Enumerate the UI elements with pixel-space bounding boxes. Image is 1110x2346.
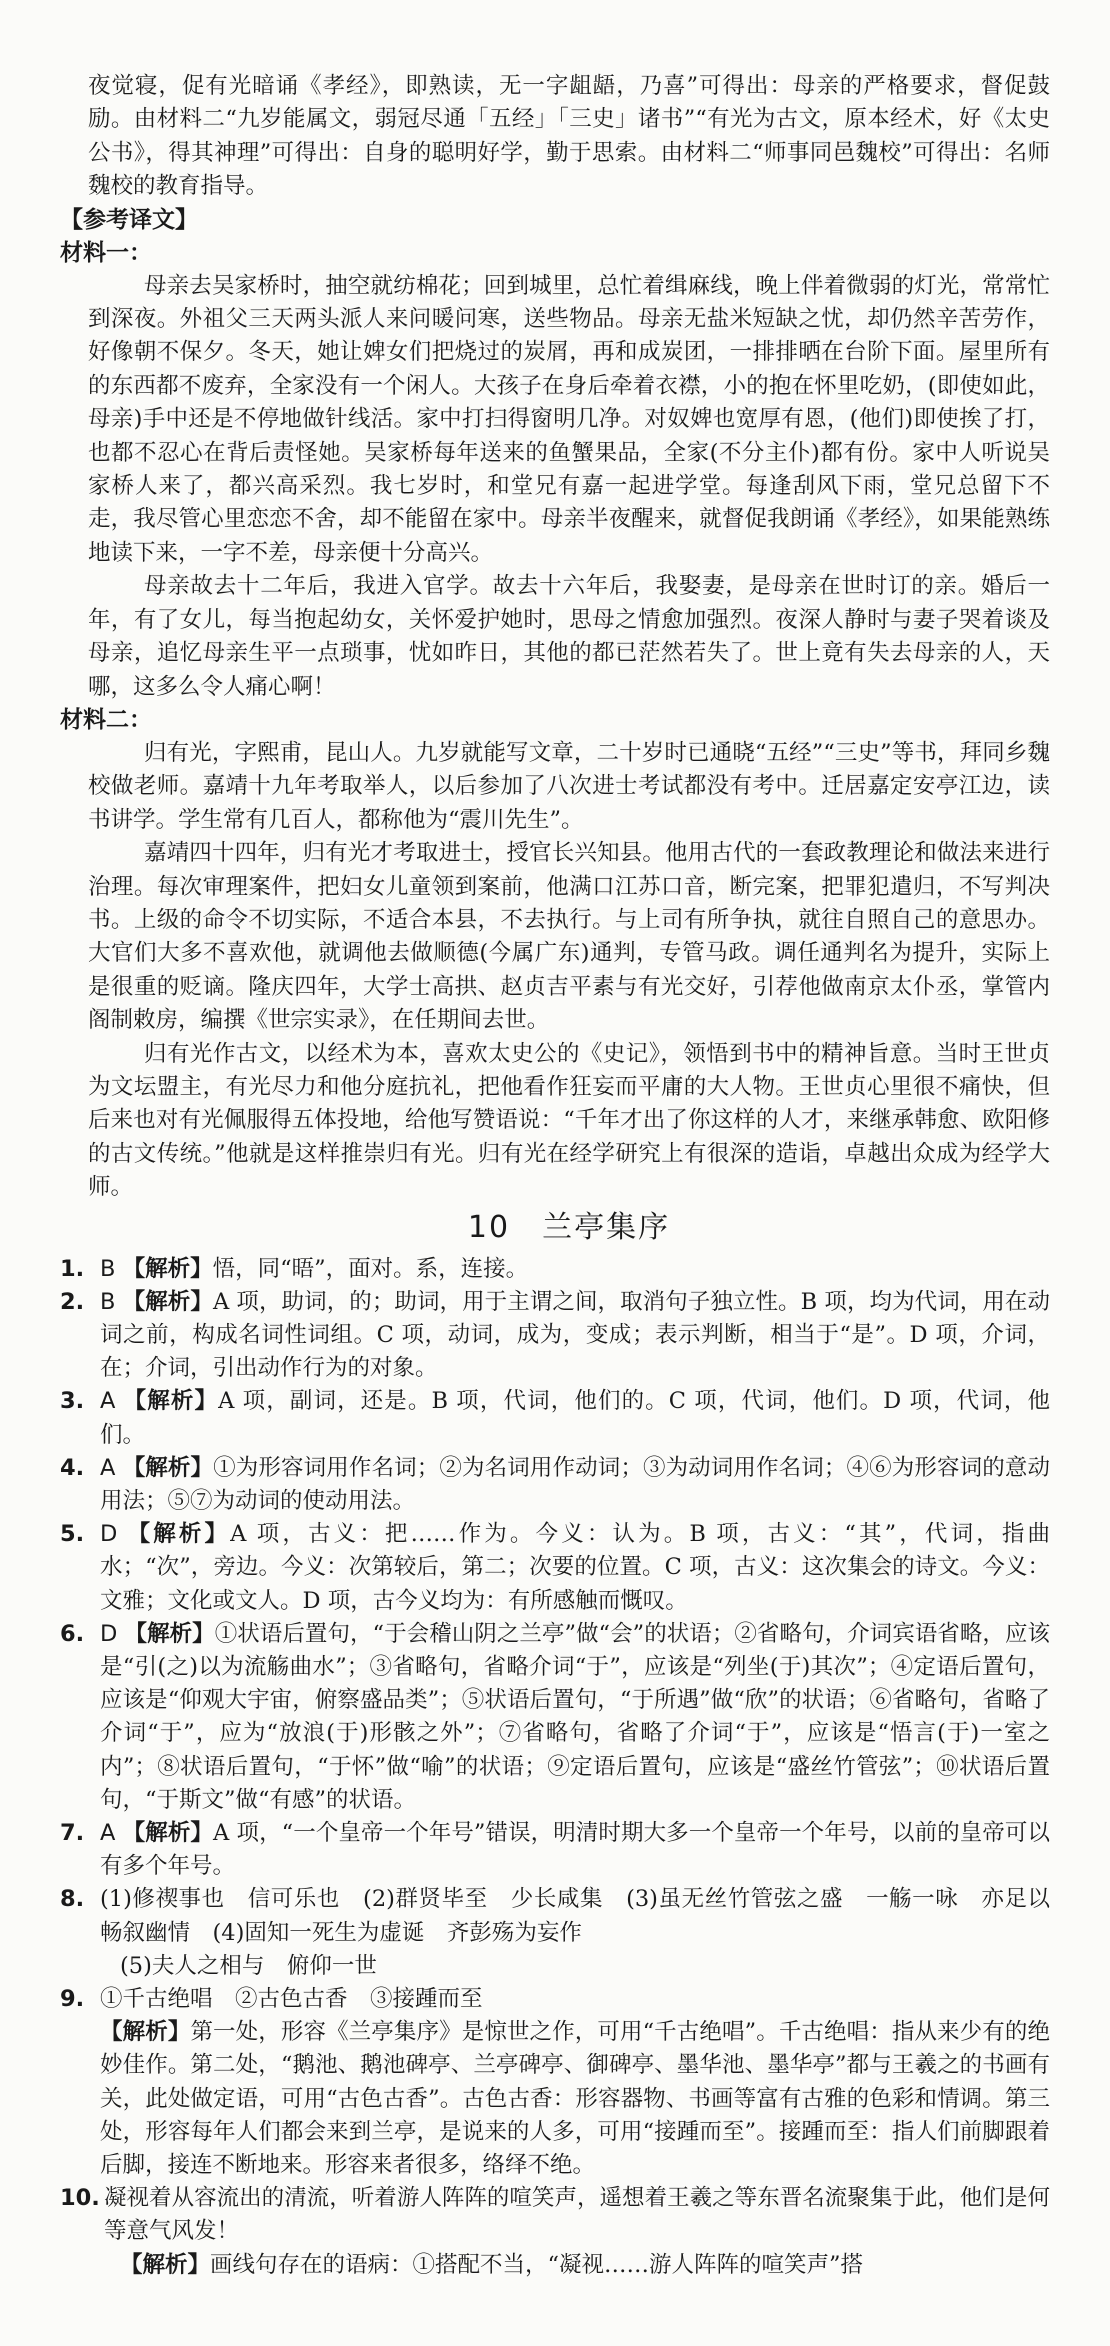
answer-key: B [100, 1255, 116, 1282]
answer-line: (1)修禊事也 信可乐也 (2)群贤毕至 少长咸集 (3)虽无丝竹管弦之盛 一觞一咏 亦足以畅叙幽情 (4)固知一死生为虚诞 齐彭殇为妄作 [100, 1886, 1050, 1946]
analysis-text: A 项，“一个皇帝一个年号”错误，明清时期大多一个皇帝一个年号，以前的皇帝可以有多个年号。 [100, 1820, 1050, 1880]
analysis-text: ①为形容词用作名词；②为名词用作动词；③为动词用作名词；④⑥为形容词的意动用法；⑤⑦为动词的使动用法。 [100, 1454, 1050, 1515]
answer-item [60, 1983, 1050, 2016]
answer-key: A [100, 1454, 116, 1481]
material2-paragraph: 归有光作古文，以经术为本，喜欢太史公的《史记》，领悟到书中的精神旨意。当时王世贞为文坛盟主，有光尽力和他分庭抗礼，把他看作狂妄而平庸的大人物。王世贞心里很不痛快，但后来也对有光佩服得五体投地，给他写赞语说：“千年才出了你这样的人才，来继承韩愈、欧阳修的古文传统。”他就是这样推崇归有光。归有光在经学研究上有很深的造诣，卓越出众成为经学大师。 [88, 1040, 1050, 1201]
translation-heading: 【参考译文】 [60, 206, 198, 233]
answer-key: A [100, 1388, 116, 1415]
answer-number: 7. [60, 1820, 85, 1847]
answer-item [60, 1452, 1050, 1518]
answer-line [60, 1950, 1050, 1983]
analysis-text: ①状语后置句，“于会稽山阴之兰亭”做“会”的状语；②省略句，介词宾语省略，应该是“引(之)以为流觞曲水”；③省略句，省略介词“于”，应该是“列坐(于)其次”；④定语后置句，应该是“仰观大宇宙，俯察盛品类”；⑤状语后置句，“于所遇”做“欣”的状语；⑥省略句，省略了介词“于”，应为“放浪(于)形骸之外”；⑦省略句，省略了介词“于”，应该是“悟言(于)一室之内”；⑧状语后置句，“于怀”做“喻”的状语；⑨定语后置句，应该是“盛丝竹管弦”；⑩状语后置句，“于斯文”做“有感”的状语。 [100, 1620, 1050, 1813]
answer-number: 9. [60, 1986, 85, 2013]
analysis-text: 第一处，形容《兰亭集序》是惊世之作，可用“千古绝唱”。千古绝唱：指从来少有的绝妙佳作。第二处，“鹅池、鹅池碑亭、兰亭碑亭、御碑亭、墨华池、墨华亭”都与王羲之的书画有关，此处做定语，可用“古色古香”。古色古香：形容器物、书画等富有古雅的色彩和情调。第三处，形容每年人们都会来到兰亭，是说来的人多，可用“接踵而至”。接踵而至：指人们前脚跟着后脚，接连不断地来。形容来者很多，络绎不绝。 [100, 2019, 1050, 2179]
answer-item [60, 1883, 1050, 1949]
intro-paragraph: 夜觉寝，促有光暗诵《孝经》，即熟读，无一字龃龉，乃喜”可得出：母亲的严格要求，督促鼓励。由材料二“九岁能属文，弱冠尽通「五经」「三史」诸书”“有光为古文，原本经术，好《太史公书》，得其神理”可得出：自身的聪明好学，勤于思索。由材料二“师事同邑魏校”可得出：名师魏校的教育指导。 [88, 73, 1050, 200]
answer-item [60, 1385, 1050, 1451]
section-title: 10 兰亭集序 [467, 1209, 671, 1245]
analysis-tag: 【解析】 [120, 2251, 211, 2278]
analysis-text: 悟，同“晤”，面对。系，连接。 [212, 1255, 529, 1282]
analysis-text: A 项，副词，还是。B 项，代词，他们的。C 项，代词，他们。D 项，代词，他们。 [100, 1388, 1050, 1448]
material2-paragraph: 嘉靖四十四年，归有光才考取进士，授官长兴知县。他用古代的一套政教理论和做法来进行治理。每次审理案件，把妇女儿童领到案前，他满口江苏口音，断完案，把罪犯遣归，不写判决书。上级的命令不切实际，不适合本县，不去执行。与上司有所争执，就往自照自己的意思办。大官们大多不喜欢他，就调他去做顺德(今属广东)通判，专管马政。调任通判名为提升，实际上是很重的贬谪。隆庆四年，大学士高拱、赵贞吉平素与有光交好，引荐他做南京太仆丞，掌管内阁制敕房，编撰《世宗实录》，在任期间去世。 [88, 840, 1050, 1034]
answer-number: 8. [60, 1886, 85, 1913]
answer-key: D [100, 1620, 118, 1647]
analysis-block [60, 2249, 1050, 2282]
analysis-text: A 项，助词，的；助词，用于主谓之间，取消句子独立性。B 项，均为代词，用在动词之前，构成名词性词组。C 项，动词，成为，变成；表示判断，相当于“是”。D 项，介词，在；介词，引出动作行为的对象。 [100, 1288, 1050, 1382]
answer-key: B [100, 1288, 116, 1315]
analysis-tag: 【解析】 [122, 1288, 213, 1315]
analysis-tag: 【解析】 [122, 1454, 214, 1481]
answer-item [60, 1518, 1050, 1618]
answer-number: 5. [60, 1521, 85, 1548]
analysis-tag: 【解析】 [123, 1388, 219, 1415]
answer-text: 凝视着从容流出的清流，听着游人阵阵的喧笑声，遥想着王羲之等东晋名流聚集于此，他们是何等意气风发！ [104, 2185, 1050, 2245]
analysis-tag: 【解析】 [127, 1521, 231, 1548]
material1-paragraph: 母亲故去十二年后，我进入官学。故去十六年后，我娶妻，是母亲在世时订的亲。婚后一年，有了女儿，每当抱起幼女，关怀爱护她时，思母之情愈加强烈。夜深人静时与妻子哭着谈及母亲，追忆母亲生平一点琐事，忧如昨日，其他的都已茫然若失了。世上竟有失去母亲的人，天哪，这多么令人痛心啊！ [88, 573, 1050, 700]
answer-number: 2. [60, 1288, 85, 1315]
answer-text: ①千古绝唱 ②古色古香 ③接踵而至 [100, 1986, 483, 2013]
answer-number: 4. [60, 1454, 85, 1481]
answer-line-text: (5)夫人之相与 俯仰一世 [120, 1952, 377, 1979]
material2-paragraph: 归有光，字熙甫，昆山人。九岁就能写文章，二十岁时已通晓“五经”“三史”等书，拜同乡魏校做老师。嘉靖十九年考取举人，以后参加了八次进士考试都没有考中。迁居嘉定安亭江边，读书讲学。学生常有几百人，都称他为“震川先生”。 [88, 739, 1050, 833]
answer-key: D [100, 1521, 118, 1548]
analysis-tag: 【解析】 [122, 1255, 213, 1282]
analysis-tag: 【解析】 [100, 2019, 191, 2046]
answer-item [60, 1286, 1050, 1386]
answer-key: A [100, 1820, 116, 1847]
material1-paragraph: 母亲去吴家桥时，抽空就纺棉花；回到城里，总忙着缉麻线，晚上伴着微弱的灯光，常常忙到深夜。外祖父三天两头派人来问暖问寒，送些物品。母亲无盐米短缺之忧，却仍然辛苦劳作，好像朝不保夕。冬天，她让婢女们把烧过的炭屑，再和成炭团，一排排晒在台阶下面。屋里所有的东西都不废弃，全家没有一个闲人。大孩子在身后牵着衣襟，小的抱在怀里吃奶，(即使如此，母亲)手中还是不停地做针线活。家中打扫得窗明几净。对奴婢也宽厚有恩，(他们)即使挨了打，也都不忍心在背后责怪她。吴家桥每年送来的鱼蟹果品，全家(不分主仆)都有份。家中人听说吴家桥人来了，都兴高采烈。我七岁时，和堂兄有嘉一起进学堂。每逢刮风下雨，堂兄总留下不走，我尽管心里恋恋不舍，却不能留在家中。母亲半夜醒来，就督促我朗诵《孝经》，如果能熟练地读下来，一字不差，母亲便十分高兴。 [88, 272, 1050, 566]
answer-item [60, 1253, 1050, 1286]
analysis-tag: 【解析】 [124, 1620, 215, 1647]
answer-item [60, 1618, 1050, 1817]
answer-item [60, 1817, 1050, 1883]
answer-item [60, 2182, 1050, 2248]
answer-number: 1. [60, 1255, 85, 1282]
material1-label: 材料一： [60, 239, 152, 266]
material2-label: 材料二： [60, 706, 152, 733]
answer-number: 10. [60, 2185, 100, 2212]
answer-number: 3. [60, 1388, 85, 1415]
analysis-text: 画线句存在的语病：①搭配不当，“凝视……游人阵阵的喧笑声”搭 [210, 2251, 864, 2278]
analysis-text: A 项，古义：把……作为。今义：认为。B 项，古义：“其”，代词，指曲水；“次”，旁边。今义：次第较后，第二；次要的位置。C 项，古义：这次集会的诗文。今义：文雅；文化或文人。D 项，古今义均为：有所感触而慨叹。 [100, 1521, 1050, 1614]
answer-number: 6. [60, 1620, 85, 1647]
analysis-tag: 【解析】 [122, 1820, 213, 1847]
analysis-block [60, 2016, 1050, 2182]
